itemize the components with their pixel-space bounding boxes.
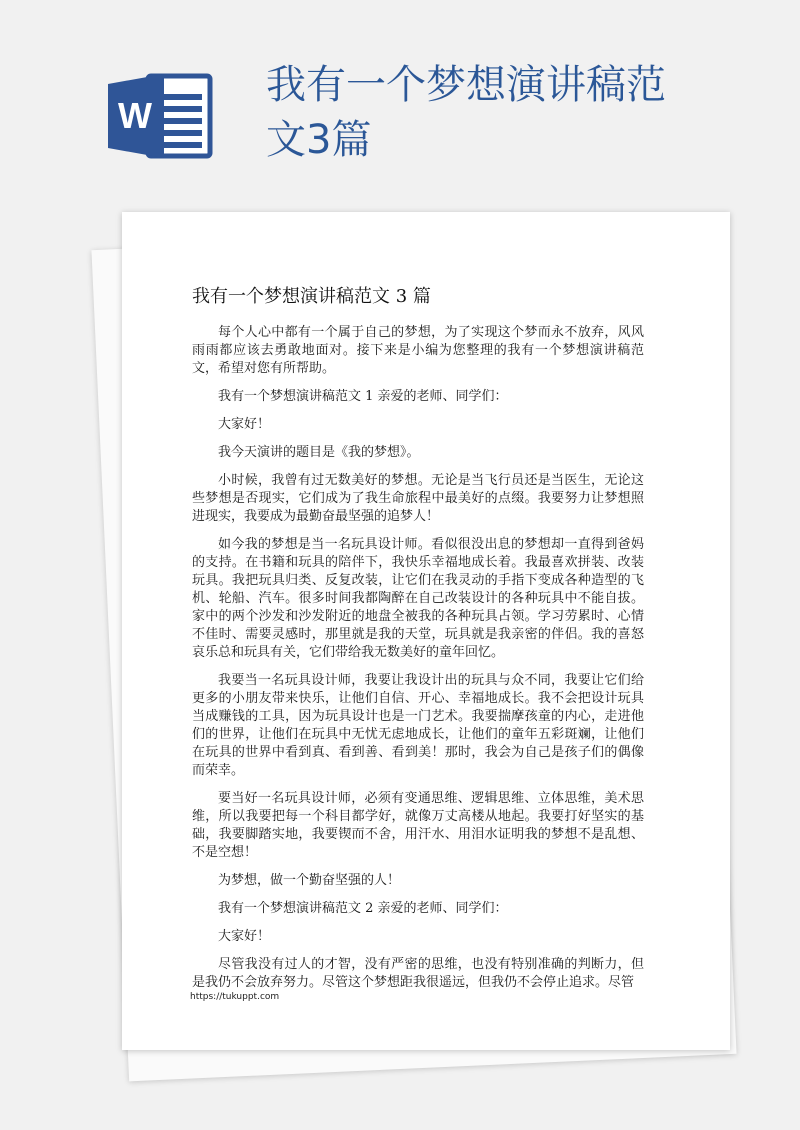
paragraph: 我有一个梦想演讲稿范文 2 亲爱的老师、同学们： <box>218 901 508 916</box>
paragraph: 尽管我没有过人的才智，没有严密的思维，也没有特别准确的判断力，但是我仍不会放弃努力。尽管这个梦想距我很遥远，但我仍不会停止追求。尽管 <box>192 957 644 990</box>
source-url[interactable]: https://tukuppt.com <box>190 992 280 1002</box>
document-body <box>192 324 644 1002</box>
paragraph: 大家好！ <box>218 417 271 432</box>
banner-title-line-2: 文3篇 <box>266 117 372 163</box>
paragraph: 大家好！ <box>218 929 271 944</box>
paragraph: 我有一个梦想演讲稿范文 1 亲爱的老师、同学们： <box>218 389 508 404</box>
paragraph: 要当好一名玩具设计师，必须有变通思维、逻辑思维、立体思维，美术思维，所以我要把每一个科目都学好，就像万丈高楼从地起。我要打好坚实的基础，我要脚踏实地，我要锲而不舍，用汗水、用泪水证明我的梦想不是乱想、不是空想！ <box>192 791 644 860</box>
paragraph: 我今天演讲的题目是《我的梦想》。 <box>218 445 420 460</box>
word-icon-letter: W <box>118 95 152 136</box>
paragraph: 为梦想，做一个勤奋坚强的人！ <box>218 873 401 888</box>
paragraph: 小时候，我曾有过无数美好的梦想。无论是当飞行员还是当医生，无论这些梦想是否现实，它们成为了我生命旅程中最美好的点缀。我要努力让梦想照进现实，我要成为最勤奋最坚强的追梦人！ <box>192 473 644 524</box>
paragraph: 如今我的梦想是当一名玩具设计师。看似很没出息的梦想却一直得到爸妈的支持。在书籍和玩具的陪伴下，我快乐幸福地成长着。我最喜欢拼装、改装玩具。我把玩具归类、反复改装，让它们在我灵动的手指下变成各种造型的飞机、轮船、汽车。很多时间我都陶醉在自己改装设计的各种玩具中不能自拔。家中的两个沙发和沙发附近的地盘全被我的各种玩具占领。学习劳累时、心情不佳时、需要灵感时，那里就是我的天堂，玩具就是我亲密的伴侣。我的喜怒哀乐总和玩具有关，它们带给我无数美好的童年回忆。 <box>192 537 644 660</box>
banner-title <box>266 58 736 168</box>
banner-title-line-1: 我有一个梦想演讲稿范 <box>266 62 666 108</box>
document-page <box>122 212 730 1050</box>
word-doc-icon <box>108 70 218 162</box>
document-title: 我有一个梦想演讲稿范文 3 篇 <box>192 286 431 307</box>
paragraph: 每个人心中都有一个属于自己的梦想，为了实现这个梦而永不放弃，风风雨雨都应该去勇敢地面对。接下来是小编为您整理的我有一个梦想演讲稿范文，希望对您有所帮助。 <box>192 325 644 376</box>
paragraph: 我要当一名玩具设计师，我要让我设计出的玩具与众不同，我要让它们给更多的小朋友带来快乐，让他们自信、开心、幸福地成长。我不会把设计玩具当成赚钱的工具，因为玩具设计也是一门艺术。我要揣摩孩童的内心，走进他们的世界，让他们在玩具中无忧无虑地成长，让他们的童年五彩斑斓，让他们在玩具的世界中看到真、看到善、看到美！那时，我会为自己是孩子们的偶像而荣幸。 <box>192 673 644 778</box>
